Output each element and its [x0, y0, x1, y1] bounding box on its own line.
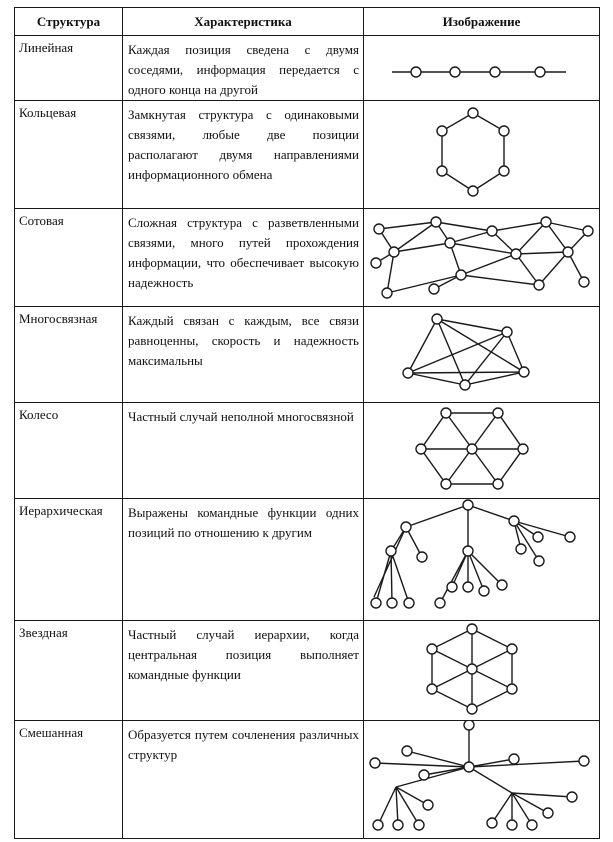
structure-image-cell — [364, 621, 600, 721]
table-row — [15, 36, 600, 101]
ring-network-diagram — [364, 101, 598, 207]
structure-description: Частный случай иерархии, когда центральная позиция выполняет командные функции — [123, 621, 364, 721]
table-row — [15, 101, 600, 209]
structure-description: Сложная структура с разветвленными связями, много путей прохождения информации, что обеспечивает высокую надежность — [123, 209, 364, 307]
structure-image-cell — [364, 209, 600, 307]
table-row — [15, 307, 600, 403]
structure-name: Многосвязная — [15, 307, 123, 403]
star-network-diagram — [364, 621, 598, 719]
linear-network-diagram — [364, 36, 598, 91]
header-characteristic: Характеристика — [123, 8, 364, 36]
hierarchical-tree-diagram — [364, 499, 598, 619]
structure-image-cell — [364, 403, 600, 499]
structure-image-cell — [364, 36, 600, 101]
structure-name: Линейная — [15, 36, 123, 101]
wheel-network-diagram — [364, 403, 598, 497]
mixed-network-diagram — [364, 721, 598, 837]
structure-name: Колесо — [15, 403, 123, 499]
structure-description: Частный случай неполной многосвязной — [123, 403, 364, 499]
table-header-row — [15, 8, 600, 36]
structures-table — [14, 7, 600, 839]
table-row — [15, 621, 600, 721]
structure-image-cell — [364, 721, 600, 839]
structure-name: Иерархическая — [15, 499, 123, 621]
structure-name: Смешанная — [15, 721, 123, 839]
table-row — [15, 403, 600, 499]
table-row — [15, 499, 600, 621]
structure-name: Звездная — [15, 621, 123, 721]
structure-name: Кольцевая — [15, 101, 123, 209]
cellular-network-diagram — [364, 209, 598, 305]
structure-description: Замкнутая структура с одинаковыми связями, любые две позиции располагают двумя направлениями информационного обмена — [123, 101, 364, 209]
structure-image-cell — [364, 307, 600, 403]
fully-connected-network-diagram — [364, 307, 598, 401]
structure-description: Каждый связан с каждым, все связи равноценны, скорость и надежность максимальны — [123, 307, 364, 403]
structure-description: Выражены командные функции одних позиций по отношению к другим — [123, 499, 364, 621]
table-row — [15, 209, 600, 307]
structure-name: Сотовая — [15, 209, 123, 307]
table-row — [15, 721, 600, 839]
structure-description: Образуется путем сочленения различных структур — [123, 721, 364, 839]
structure-image-cell — [364, 101, 600, 209]
header-structure: Структура — [15, 8, 123, 36]
structure-description: Каждая позиция сведена с двумя соседями, информация передается с одного конца на другой — [123, 36, 364, 101]
header-image: Изображение — [364, 8, 600, 36]
structure-image-cell — [364, 499, 600, 621]
